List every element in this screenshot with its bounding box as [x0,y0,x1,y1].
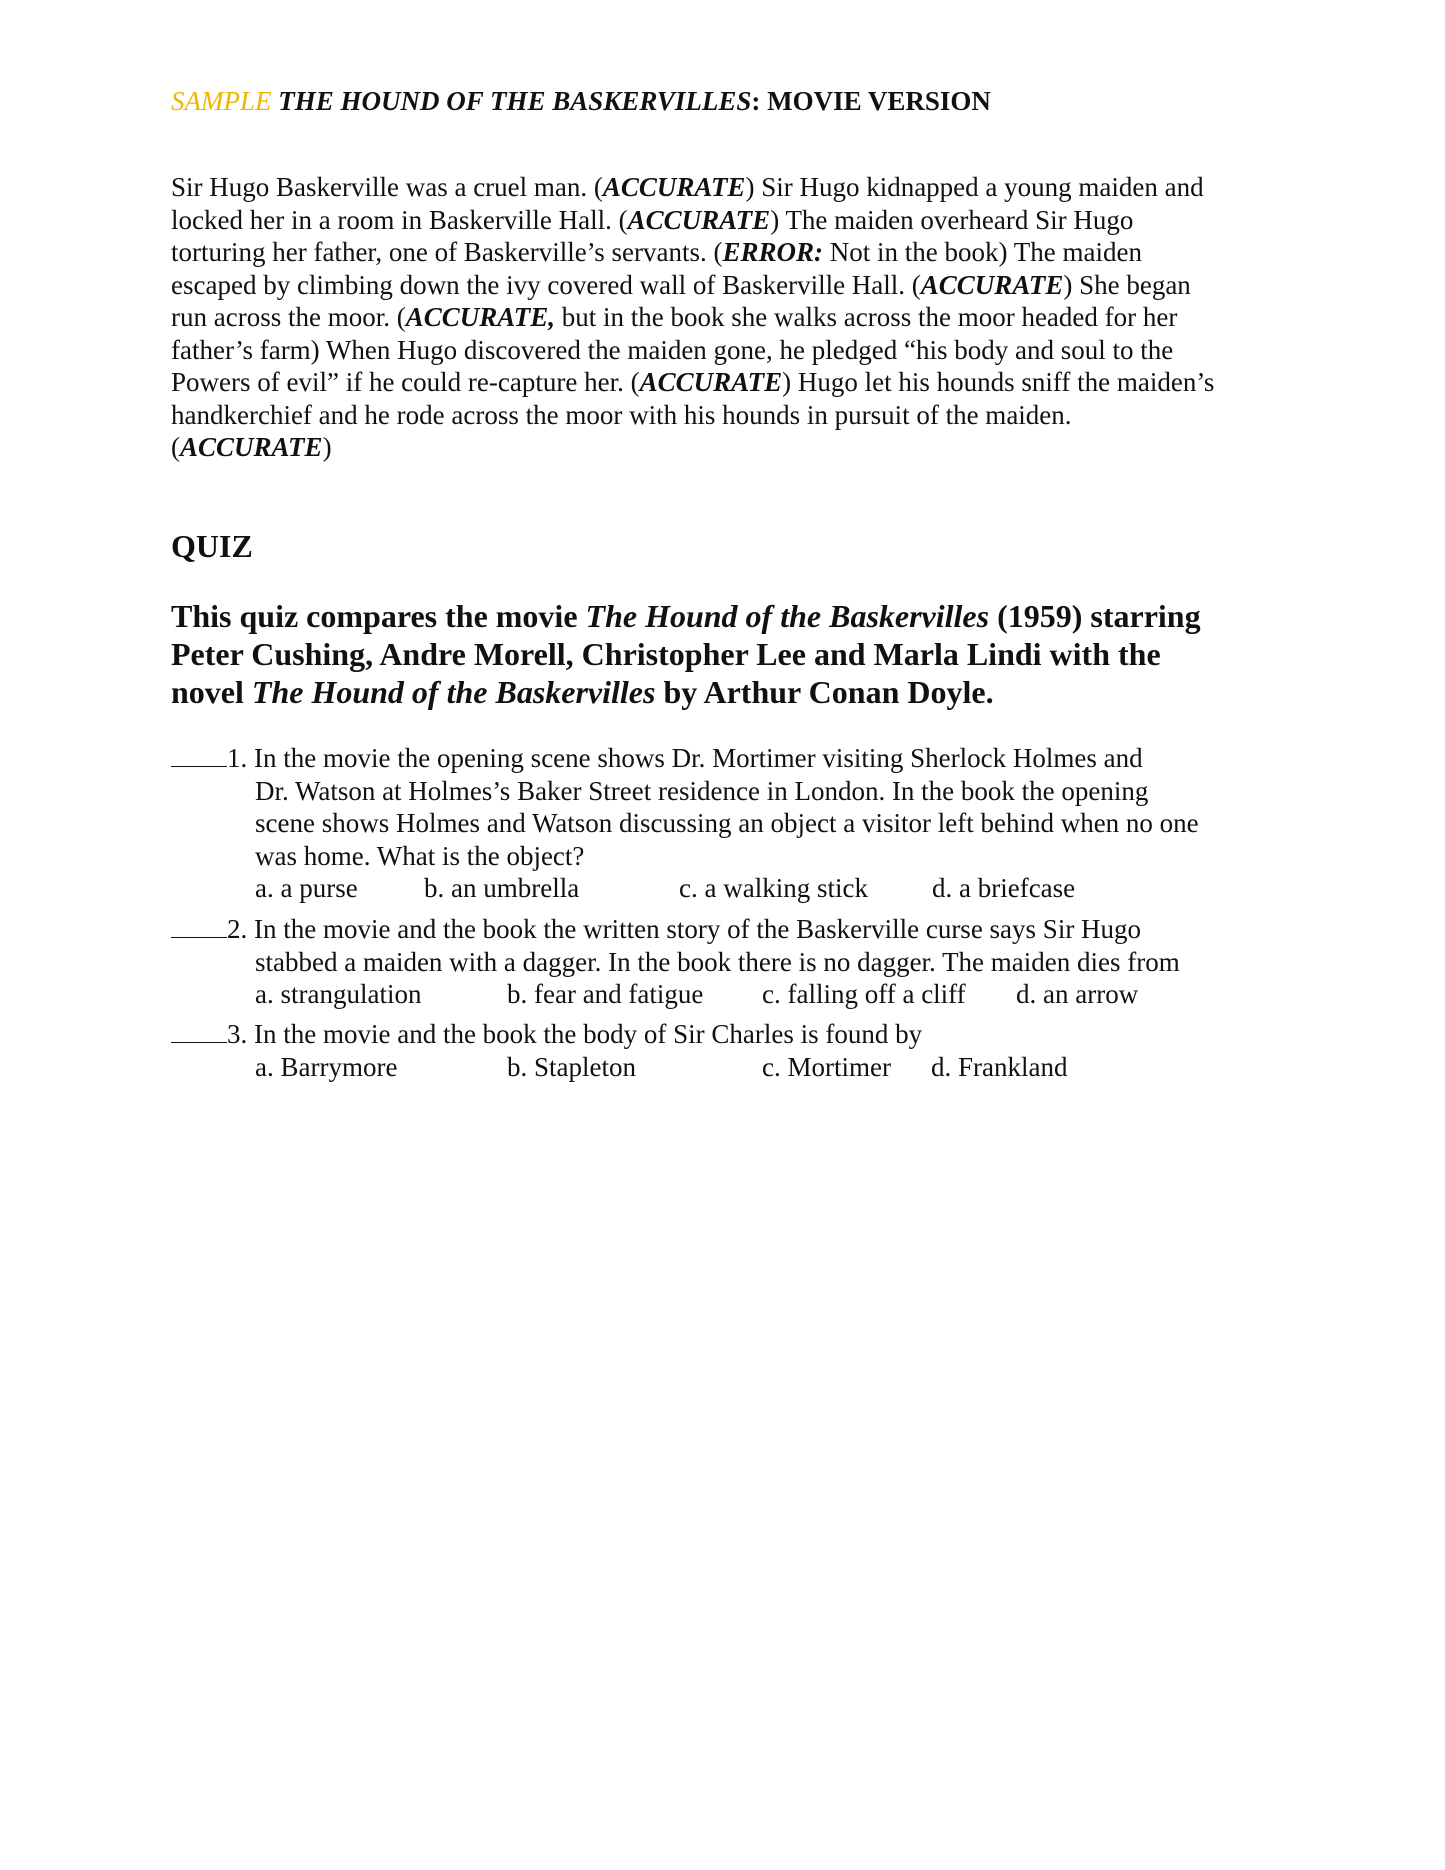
option-b: b. Stapleton [507,1051,636,1082]
title-suffix: : MOVIE VERSION [751,86,991,116]
question-number: 1. [227,743,248,773]
quiz-heading: QUIZ [171,528,253,564]
option-b: b. fear and fatigue [507,979,704,1009]
title-book-name: THE HOUND OF THE BASKERVILLES [278,86,752,116]
question-number: 2. [227,914,248,944]
intro-line: father’s farm) When Hugo discovered the maiden gone, he pledged “his body and soul to the [171,334,1174,365]
sample-label: SAMPLE [171,86,272,116]
answer-blank[interactable] [171,1020,227,1043]
option-d: d. an arrow [1016,979,1139,1009]
option-b: b. an umbrella [424,873,580,903]
page-title [171,86,991,117]
intro-line: Sir Hugo Baskerville was a cruel man. (ACCURATE) Sir Hugo kidnapped a young maiden and [171,172,1204,202]
quiz-question-3: 3. In the movie and the book the body of Sir Charles is found by a. Barrymore b. Stapleton c. Mortimer d. Frankland [171,1018,1301,1083]
intro-line: torturing her father, one of Baskerville’s servants. (ERROR: Not in the book) The maiden [171,237,1142,267]
option-a: a. a purse [255,873,358,903]
option-c: c. Mortimer [762,1051,891,1082]
quiz-question-2: 2. In the movie and the book the written story of the Baskerville curse says Sir Hugo stabbed a maiden with a dagger. In the book there is no dagger. The maiden dies from a. strangulation b. fear and fatigue c. falling off a cliff d. an arrow [171,913,1301,1011]
answer-blank[interactable] [171,744,227,767]
option-c: c. falling off a cliff [762,979,966,1009]
answer-options [171,872,1301,905]
option-c: c. a walking stick [679,873,868,903]
intro-line: (ACCURATE) [171,432,332,462]
option-d: d. Frankland [931,1051,1068,1082]
intro-line: escaped by climbing down the ivy covered wall of Baskerville Hall. (ACCURATE) She began [171,269,1191,300]
intro-paragraph [171,171,1301,464]
quiz-question-1: 1. In the movie the opening scene shows Dr. Mortimer visiting Sherlock Holmes and Dr. Watson at Holmes’s Baker Street residence in London. In the book the opening scene shows Holmes and Watson discussing an object a visitor left behind when no one was home. What is the object? a. a purse b. an umbrella c. a walking stick d. a briefcase [171,742,1301,905]
option-a: a. strangulation [255,979,422,1009]
intro-line: Powers of evil” if he could re-capture her. (ACCURATE) Hugo let his hounds sniff the maiden’s [171,367,1215,397]
intro-line: locked her in a room in Baskerville Hall. (ACCURATE) The maiden overheard Sir Hugo [171,204,1134,235]
intro-line: run across the moor. (ACCURATE, but in the book she walks across the moor headed for her [171,302,1178,332]
answer-options [171,1051,1301,1084]
intro-line: handkerchief and he rode across the moor with his hounds in pursuit of the maiden. [171,399,1072,430]
answer-options [171,978,1301,1011]
answer-blank[interactable] [171,915,227,938]
option-d: d. a briefcase [932,873,1076,903]
option-a: a. Barrymore [255,1051,398,1082]
quiz-description: This quiz compares the movie The Hound of the Baskervilles (1959) starring Peter Cushing, Andre Morell, Christopher Lee and Marla Lindi with the novel The Hound of the Baskervilles by Arthur Conan Doyle. [171,598,1201,710]
question-number: 3. [227,1019,248,1049]
